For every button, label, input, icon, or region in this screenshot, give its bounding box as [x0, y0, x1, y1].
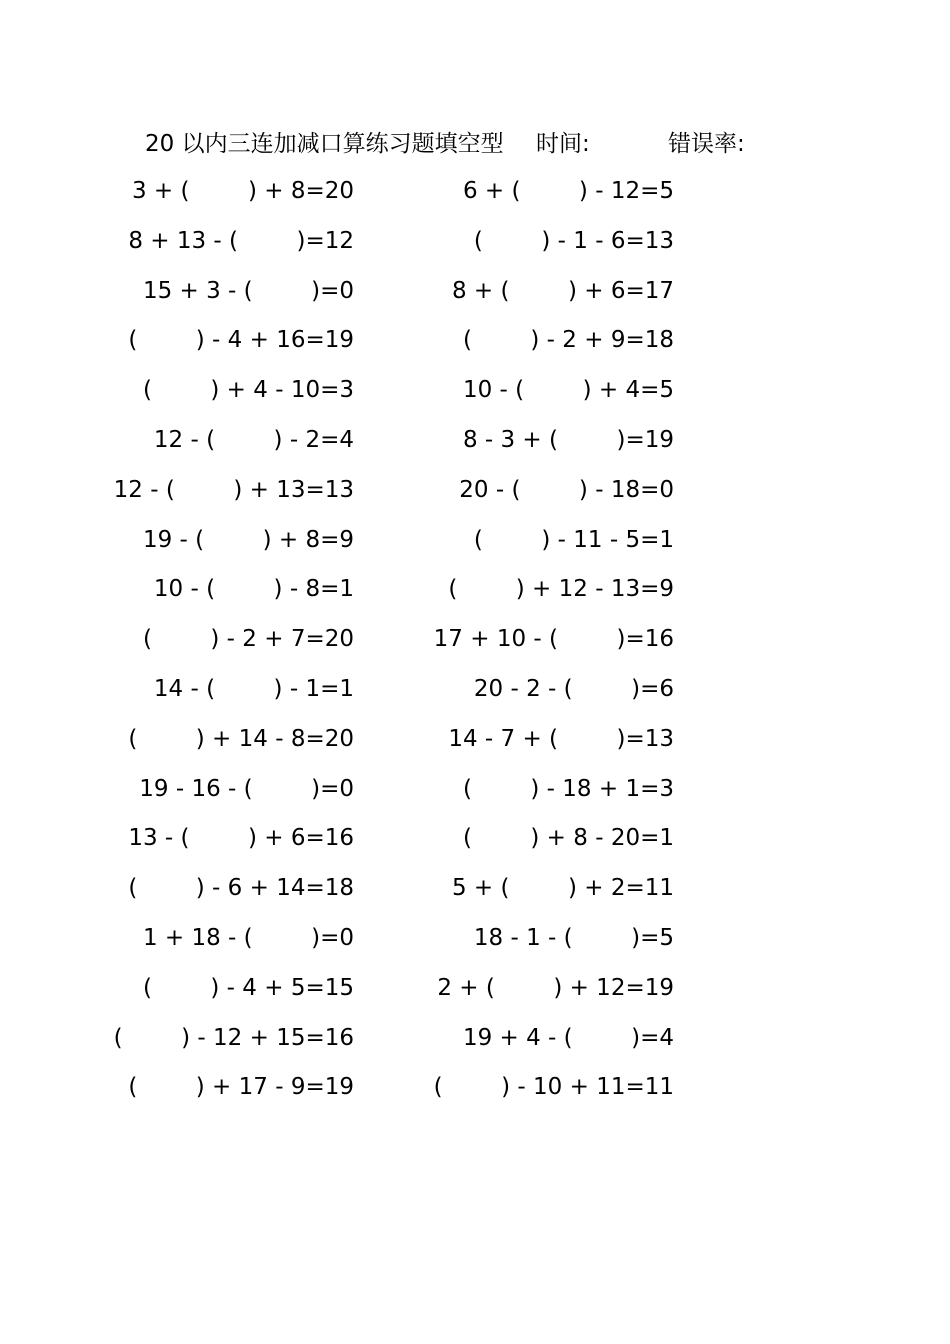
problem-right: 6 + ( ) - 12=5	[462, 178, 674, 204]
problem-left: ( ) - 6 + 14=18	[128, 875, 354, 902]
problem-left: ( ) - 12 + 15=16	[113, 1024, 354, 1051]
problem-row	[0, 814, 950, 864]
problem-right: ( ) - 2 + 9=18	[462, 327, 674, 354]
problem-row	[0, 914, 950, 964]
problem-left: ( ) + 17 - 9=19	[128, 1074, 354, 1101]
problem-right: 10 - ( ) + 4=5	[462, 377, 674, 404]
problem-row	[0, 715, 950, 765]
problem-left: ( ) - 4 + 5=15	[142, 974, 354, 1001]
problem-right: ( ) - 11 - 5=1	[473, 526, 674, 553]
problem-row	[0, 516, 950, 566]
worksheet-header	[145, 124, 785, 164]
problem-right: 8 - 3 + ( )=19	[462, 426, 674, 453]
problem-right: ( ) - 10 + 11=11	[433, 1074, 674, 1101]
problem-right: 18 - 1 - ( )=5	[473, 924, 674, 951]
problem-left: ( ) + 14 - 8=20	[128, 725, 354, 752]
problem-right: 20 - ( ) - 18=0	[459, 476, 674, 503]
problem-right: 5 + ( ) + 2=11	[451, 875, 674, 902]
problem-row	[0, 1063, 950, 1113]
problem-row	[0, 964, 950, 1014]
problem-row	[0, 167, 950, 217]
time-label: 时间:	[536, 131, 590, 157]
problem-right: 19 + 4 - ( )=4	[462, 1024, 674, 1051]
problem-right: ( ) - 1 - 6=13	[473, 227, 674, 254]
problem-left: 12 - ( ) - 2=4	[153, 426, 354, 453]
problem-left: 15 + 3 - ( )=0	[142, 277, 354, 304]
problem-left: 3 + ( ) + 8=20	[131, 178, 354, 204]
problem-row	[0, 765, 950, 815]
problem-right: ( ) - 18 + 1=3	[462, 775, 674, 802]
problem-left: 8 + 13 - ( )=12	[128, 227, 354, 254]
problem-row	[0, 316, 950, 366]
problem-right: 14 - 7 + ( )=13	[448, 725, 674, 752]
problem-right: ( ) + 12 - 13=9	[448, 576, 674, 603]
problem-row	[0, 864, 950, 914]
problem-left: 19 - ( ) + 8=9	[142, 526, 354, 553]
problem-row	[0, 217, 950, 267]
problem-row	[0, 366, 950, 416]
problem-left: 13 - ( ) + 6=16	[128, 825, 354, 852]
problem-right: ( ) + 8 - 20=1	[462, 825, 674, 852]
problem-row	[0, 466, 950, 516]
problem-row	[0, 615, 950, 665]
problem-row	[0, 267, 950, 317]
problem-row	[0, 565, 950, 615]
worksheet-title: 20 以内三连加减口算练习题填空型	[145, 131, 504, 157]
problem-right: 8 + ( ) + 6=17	[451, 277, 674, 304]
problem-row	[0, 1014, 950, 1064]
problem-right: 2 + ( ) + 12=19	[437, 974, 674, 1001]
problem-right: 20 - 2 - ( )=6	[473, 675, 674, 702]
problem-left: 10 - ( ) - 8=1	[153, 576, 354, 603]
error-rate-label: 错误率:	[668, 131, 745, 157]
problem-left: 12 - ( ) + 13=13	[113, 476, 354, 503]
problem-left: 19 - 16 - ( )=0	[139, 775, 354, 802]
problem-row	[0, 416, 950, 466]
problem-right: 17 + 10 - ( )=16	[433, 626, 674, 653]
problem-left: 1 + 18 - ( )=0	[142, 924, 354, 951]
problem-left: 14 - ( ) - 1=1	[153, 675, 354, 702]
problem-left: ( ) + 4 - 10=3	[142, 377, 354, 404]
problem-grid	[0, 167, 950, 1113]
problem-row	[0, 665, 950, 715]
problem-left: ( ) - 2 + 7=20	[142, 626, 354, 653]
problem-left: ( ) - 4 + 16=19	[128, 327, 354, 354]
